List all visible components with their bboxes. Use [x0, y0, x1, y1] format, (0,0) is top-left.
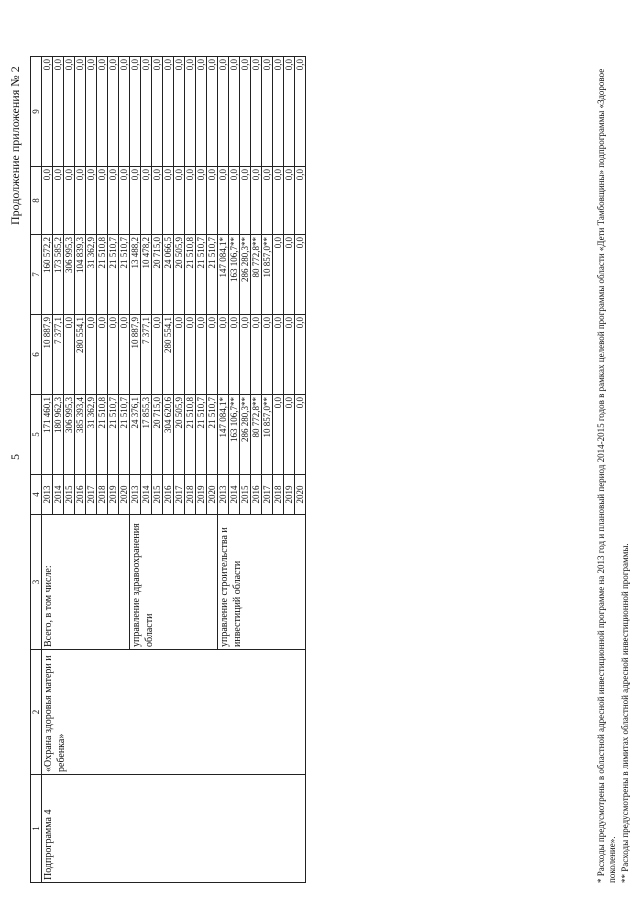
amount-cell: 80 772,8**	[251, 395, 262, 475]
amount-cell: 0,0	[75, 167, 86, 235]
amount-cell: 171 460,1	[42, 395, 53, 475]
amount-cell: 21 510,8	[97, 235, 108, 315]
program-title-cell: «Охрана здоровья матери и ребенка»	[42, 650, 306, 775]
amount-cell: 0,0	[141, 57, 152, 167]
amount-cell: 173 585,2	[53, 235, 64, 315]
year-cell: 2013	[218, 475, 229, 515]
amount-cell: 21 510,8	[185, 235, 196, 315]
amount-cell: 0,0	[185, 167, 196, 235]
amount-cell: 0,0	[53, 167, 64, 235]
amount-cell: 0,0	[196, 315, 207, 395]
footnote: ** Расходы предусмотрены в лимитах областной адресной инвестиционной программы.	[620, 543, 630, 883]
amount-cell: 0,0	[229, 57, 240, 167]
year-cell: 2018	[273, 475, 284, 515]
amount-cell: 0,0	[42, 167, 53, 235]
amount-cell: 0,0	[218, 315, 229, 395]
amount-cell: 0,0	[108, 315, 119, 395]
amount-cell: 0,0	[64, 167, 75, 235]
amount-cell: 21 510,8	[97, 395, 108, 475]
year-cell: 2019	[196, 475, 207, 515]
amount-cell: 180 962,3	[53, 395, 64, 475]
amount-cell: 0,0	[119, 167, 130, 235]
amount-cell: 0,0	[163, 57, 174, 167]
amount-cell: 21 510,7	[207, 235, 218, 315]
amount-cell: 13 488,2	[130, 235, 141, 315]
amount-cell: 31 362,9	[86, 395, 97, 475]
year-cell: 2014	[141, 475, 152, 515]
amount-cell: 0,0	[273, 395, 284, 475]
amount-cell: 0,0	[240, 167, 251, 235]
year-cell: 2018	[185, 475, 196, 515]
amount-cell: 10 857,0**	[262, 235, 273, 315]
amount-cell: 0,0	[251, 167, 262, 235]
amount-cell: 21 510,7	[196, 395, 207, 475]
column-number-row	[31, 57, 42, 883]
year-cell: 2019	[284, 475, 295, 515]
amount-cell: 21 510,7	[119, 395, 130, 475]
amount-cell: 0,0	[273, 167, 284, 235]
year-cell: 2017	[262, 475, 273, 515]
amount-cell: 0,0	[207, 167, 218, 235]
amount-cell: 104 839,3	[75, 235, 86, 315]
amount-cell: 0,0	[86, 57, 97, 167]
amount-cell: 0,0	[75, 57, 86, 167]
amount-cell: 0,0	[218, 167, 229, 235]
amount-cell: 20 715,0	[152, 395, 163, 475]
year-cell: 2020	[295, 475, 306, 515]
amount-cell: 163 106,7**	[229, 235, 240, 315]
amount-cell: 24 066,5	[163, 235, 174, 315]
program-cell: Подпрограмма 4	[42, 775, 306, 883]
amount-cell: 286 280,3**	[240, 235, 251, 315]
amount-cell: 286 280,3**	[240, 395, 251, 475]
amount-cell: 0,0	[119, 315, 130, 395]
year-cell: 2016	[163, 475, 174, 515]
amount-cell: 0,0	[284, 167, 295, 235]
amount-cell: 0,0	[174, 167, 185, 235]
amount-cell: 0,0	[273, 235, 284, 315]
amount-cell: 17 855,3	[141, 395, 152, 475]
amount-cell: 147 084,1*	[218, 235, 229, 315]
col-header: 9	[31, 57, 42, 167]
amount-cell: 280 554,1	[163, 315, 174, 395]
year-cell: 2014	[229, 475, 240, 515]
col-header: 2	[31, 650, 42, 775]
year-cell: 2014	[53, 475, 64, 515]
amount-cell: 0,0	[295, 167, 306, 235]
amount-cell: 0,0	[119, 57, 130, 167]
amount-cell: 0,0	[174, 57, 185, 167]
amount-cell: 0,0	[295, 315, 306, 395]
amount-cell: 21 510,7	[207, 395, 218, 475]
amount-cell: 0,0	[130, 167, 141, 235]
amount-cell: 21 510,8	[185, 395, 196, 475]
amount-cell: 160 572,2	[42, 235, 53, 315]
amount-cell: 10 887,9	[42, 315, 53, 395]
amount-cell: 306 995,3	[64, 395, 75, 475]
amount-cell: 0,0	[273, 57, 284, 167]
amount-cell: 0,0	[64, 315, 75, 395]
amount-cell: 0,0	[284, 57, 295, 167]
amount-cell: 10 887,9	[130, 315, 141, 395]
year-cell: 2020	[207, 475, 218, 515]
table-row	[42, 57, 53, 883]
amount-cell: 0,0	[218, 57, 229, 167]
col-header: 8	[31, 167, 42, 235]
amount-cell: 0,0	[229, 315, 240, 395]
amount-cell: 0,0	[295, 395, 306, 475]
amount-cell: 0,0	[152, 315, 163, 395]
amount-cell: 31 362,9	[86, 235, 97, 315]
amount-cell: 0,0	[240, 315, 251, 395]
amount-cell: 80 772,8**	[251, 235, 262, 315]
amount-cell: 0,0	[185, 57, 196, 167]
executor-cell: управление здравоохранения области	[130, 515, 218, 650]
col-header: 6	[31, 315, 42, 395]
year-cell: 2015	[64, 475, 75, 515]
amount-cell: 20 505,9	[174, 395, 185, 475]
year-cell: 2015	[240, 475, 251, 515]
financing-table	[30, 56, 306, 883]
amount-cell: 0,0	[284, 235, 295, 315]
col-header: 4	[31, 475, 42, 515]
amount-cell: 0,0	[174, 315, 185, 395]
year-cell: 2016	[75, 475, 86, 515]
amount-cell: 0,0	[185, 315, 196, 395]
amount-cell: 0,0	[130, 57, 141, 167]
continuation-label: Продолжение приложения № 2	[8, 66, 22, 225]
amount-cell: 163 106,7**	[229, 395, 240, 475]
amount-cell: 0,0	[42, 57, 53, 167]
amount-cell: 0,0	[251, 57, 262, 167]
amount-cell: 0,0	[207, 315, 218, 395]
year-cell: 2015	[152, 475, 163, 515]
amount-cell: 20 505,9	[174, 235, 185, 315]
amount-cell: 0,0	[97, 315, 108, 395]
year-cell: 2018	[97, 475, 108, 515]
amount-cell: 0,0	[251, 315, 262, 395]
amount-cell: 0,0	[295, 235, 306, 315]
footnote: * Расходы предусмотрены в областной адресной инвестиционной программе на 2013 год и плановый период 2014-2015 годов в рамках целевой программы области «Дети Тамбовщины» подпрограммы «Здоровое поколение».	[596, 68, 617, 883]
amount-cell: 0,0	[196, 167, 207, 235]
amount-cell: 0,0	[152, 57, 163, 167]
amount-cell: 20 715,0	[152, 235, 163, 315]
amount-cell: 0,0	[229, 167, 240, 235]
col-header: 1	[31, 775, 42, 883]
amount-cell: 0,0	[295, 57, 306, 167]
amount-cell: 0,0	[108, 167, 119, 235]
amount-cell: 0,0	[97, 167, 108, 235]
year-cell: 2016	[251, 475, 262, 515]
amount-cell: 21 510,7	[108, 235, 119, 315]
col-header: 7	[31, 235, 42, 315]
year-cell: 2013	[42, 475, 53, 515]
amount-cell: 385 393,4	[75, 395, 86, 475]
amount-cell: 147 084,1*	[218, 395, 229, 475]
amount-cell: 21 510,7	[108, 395, 119, 475]
amount-cell: 0,0	[53, 57, 64, 167]
amount-cell: 0,0	[163, 167, 174, 235]
amount-cell: 0,0	[262, 315, 273, 395]
amount-cell: 0,0	[86, 167, 97, 235]
amount-cell: 0,0	[86, 315, 97, 395]
amount-cell: 0,0	[196, 57, 207, 167]
amount-cell: 0,0	[207, 57, 218, 167]
year-cell: 2013	[130, 475, 141, 515]
amount-cell: 7 377,1	[53, 315, 64, 395]
executor-cell: Всего, в том числе:	[42, 515, 130, 650]
amount-cell: 10 478,2	[141, 235, 152, 315]
amount-cell: 21 510,7	[196, 235, 207, 315]
amount-cell: 0,0	[262, 167, 273, 235]
amount-cell: 0,0	[97, 57, 108, 167]
executor-cell: управление строительства и инвестиций области	[218, 515, 306, 650]
amount-cell: 280 554,1	[75, 315, 86, 395]
amount-cell: 24 376,1	[130, 395, 141, 475]
amount-cell: 0,0	[141, 167, 152, 235]
year-cell: 2017	[86, 475, 97, 515]
amount-cell: 0,0	[240, 57, 251, 167]
amount-cell: 0,0	[64, 57, 75, 167]
amount-cell: 10 857,0**	[262, 395, 273, 475]
amount-cell: 21 510,7	[119, 235, 130, 315]
amount-cell: 0,0	[152, 167, 163, 235]
amount-cell: 0,0	[262, 57, 273, 167]
amount-cell: 306 995,3	[64, 235, 75, 315]
amount-cell: 0,0	[108, 57, 119, 167]
page-number: 5	[8, 454, 22, 460]
amount-cell: 0,0	[284, 395, 295, 475]
amount-cell: 304 620,6	[163, 395, 174, 475]
amount-cell: 0,0	[284, 315, 295, 395]
col-header: 5	[31, 395, 42, 475]
year-cell: 2017	[174, 475, 185, 515]
year-cell: 2019	[108, 475, 119, 515]
amount-cell: 0,0	[273, 315, 284, 395]
amount-cell: 7 377,1	[141, 315, 152, 395]
year-cell: 2020	[119, 475, 130, 515]
col-header: 3	[31, 515, 42, 650]
